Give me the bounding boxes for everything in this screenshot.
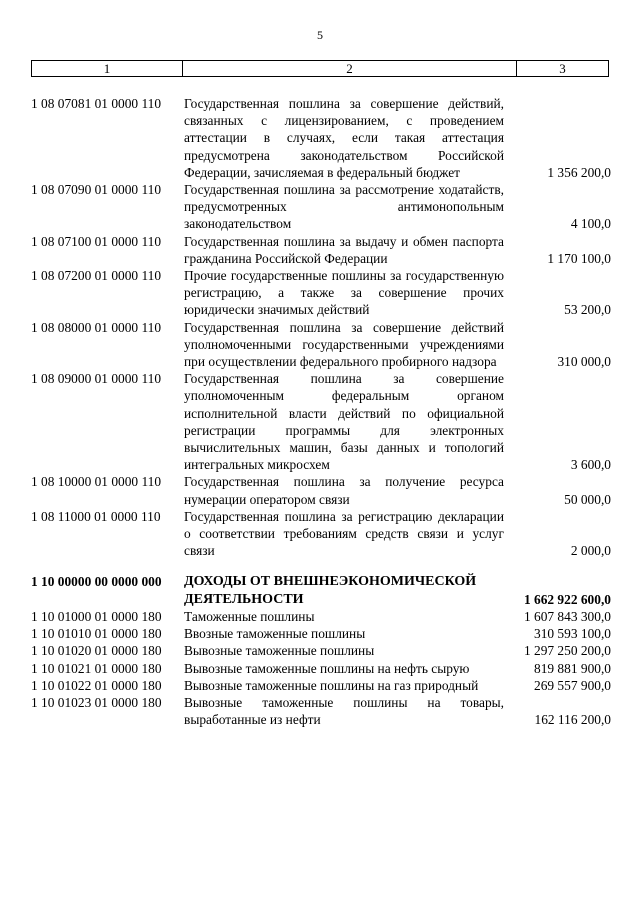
table-row <box>31 473 611 507</box>
revenue-name: ДОХОДЫ ОТ ВНЕШНЕЭКОНОМИЧЕСКОЙ ДЕЯТЕЛЬНОСТИ <box>184 574 477 607</box>
budget-code: 1 08 07081 01 0000 110 <box>31 96 162 111</box>
revenue-name: Прочие государственные пошлины за государственную регистрацию, а также за совершение прочих юридически значимых действий <box>184 268 504 318</box>
table-row <box>31 608 611 625</box>
amount: 53 200,0 <box>564 302 611 318</box>
budget-code: 1 08 07200 01 0000 110 <box>31 268 162 284</box>
table-row <box>31 181 611 233</box>
amount: 819 881 900,0 <box>534 660 611 676</box>
budget-code: 1 08 10000 01 0000 110 <box>31 474 162 490</box>
table-row <box>31 573 611 607</box>
amount: 1 297 250 200,0 <box>523 643 611 659</box>
amount: 50 000,0 <box>564 491 611 507</box>
table-row <box>31 319 611 371</box>
table-row <box>31 508 611 560</box>
amount: 1 356 200,0 <box>547 164 611 180</box>
budget-code: 1 08 11000 01 0000 110 <box>31 508 161 524</box>
revenue-name: Вывозные таможенные пошлины на газ природный <box>184 677 479 693</box>
column-header-3: 3 <box>559 61 566 76</box>
revenue-name: Государственная пошлина за выдачу и обмен паспорта гражданина Российской Федерации <box>184 233 504 266</box>
amount: 4 100,0 <box>570 216 611 232</box>
budget-code: 1 08 09000 01 0000 110 <box>31 371 162 387</box>
revenue-name: Государственная пошлина за получение ресурса нумерации оператором связи <box>184 474 504 507</box>
amount: 162 116 200,0 <box>534 712 611 728</box>
column-header-2: 2 <box>183 61 517 76</box>
budget-code: 1 10 01023 01 0000 180 <box>31 694 162 710</box>
revenue-name: Государственная пошлина за совершение уполномоченным федеральным органом исполнительной власти действий по официальной регистрации программы для электронных вычислительных машин, базы данных и топологий интегральных микросхем <box>184 371 504 473</box>
budget-code: 1 08 08000 01 0000 110 <box>31 319 162 335</box>
revenue-name: Государственная пошлина за рассмотрение ходатайств, предусмотренных антимонопольным законодательством <box>184 182 504 232</box>
budget-code: 1 08 07090 01 0000 110 <box>31 182 162 198</box>
column-header-row <box>31 60 609 77</box>
budget-code: 1 10 01000 01 0000 180 <box>31 608 162 624</box>
amount: 2 000,0 <box>570 543 611 559</box>
revenue-name: Государственная пошлина за совершение действий уполномоченными государственными учреждениями при осуществлении федерального пробирного надзора <box>184 319 504 370</box>
amount: 310 593 100,0 <box>534 626 611 642</box>
revenue-name: Вывозные таможенные пошлины на товары, выработанные из нефти <box>184 694 504 728</box>
amount: 3 600,0 <box>570 457 611 473</box>
budget-code: 1 10 01022 01 0000 180 <box>31 677 162 693</box>
column-header-1: 1 <box>32 61 183 76</box>
budget-code: 1 08 07100 01 0000 110 <box>31 233 162 249</box>
amount: 269 557 900,0 <box>534 677 611 693</box>
table-row <box>31 267 611 319</box>
table-row <box>31 694 611 728</box>
amount: 1 607 843 300,0 <box>523 608 611 624</box>
budget-code: 1 10 01010 01 0000 180 <box>31 626 162 642</box>
table-row <box>31 95 611 181</box>
budget-code: 1 10 01021 01 0000 180 <box>31 660 162 676</box>
budget-code: 1 10 01020 01 0000 180 <box>31 643 162 659</box>
revenue-name: Государственная пошлина за регистрацию декларации о соответствии требованиям средств связи и услуг связи <box>184 508 504 559</box>
budget-table <box>31 95 611 728</box>
revenue-name: Вывозные таможенные пошлины <box>184 643 375 659</box>
page-number: 5 <box>317 28 323 42</box>
table-row <box>31 625 611 642</box>
amount: 1 170 100,0 <box>547 250 611 266</box>
table-row <box>31 370 611 473</box>
table-row <box>31 233 611 267</box>
revenue-name: Вывозные таможенные пошлины на нефть сырую <box>184 660 470 676</box>
revenue-name: Таможенные пошлины <box>184 608 315 624</box>
table-row <box>31 677 611 694</box>
table-row <box>31 642 611 659</box>
revenue-name: Государственная пошлина за совершение действий, связанных с лицензированием, с проведением аттестации в случаях, если такая аттестация предусмотрена законодательством Российской Федерации, зачисляемая в федеральный бюджет <box>184 96 504 180</box>
table-row <box>31 660 611 677</box>
amount: 310 000,0 <box>557 354 611 370</box>
budget-code: 1 10 00000 00 0000 000 <box>31 574 162 590</box>
amount: 1 662 922 600,0 <box>523 591 611 607</box>
revenue-name: Ввозные таможенные пошлины <box>184 626 366 642</box>
